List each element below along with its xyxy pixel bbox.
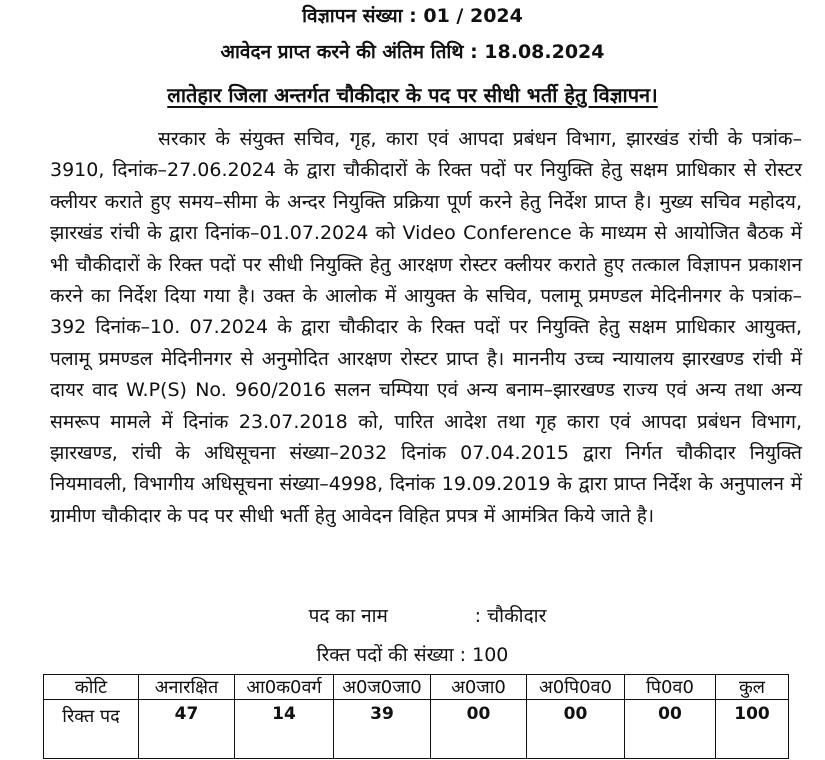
vacancy-count: रिक्त पदों की संख्या : 100: [316, 644, 509, 666]
headline-text: लातेहार जिला अन्तर्गत चौकीदार के पद पर सीधी भर्ती हेतु विज्ञापन।: [167, 83, 658, 107]
header-ews: आ0क0वर्ग: [235, 675, 334, 700]
advertisement-number: विज्ञापन संख्या : 01 / 2024: [302, 5, 523, 27]
cell-ews: 14: [235, 700, 334, 759]
last-date: आवेदन प्राप्त करने की अंतिम तिथि : 18.08.2024: [220, 41, 605, 63]
header-st: अ0ज0जा0: [334, 675, 431, 700]
table-header-row: [44, 675, 789, 700]
post-name-value: : चौकीदार: [474, 605, 547, 627]
cell-ebc: 00: [527, 700, 625, 759]
header-sc: अ0जा0: [431, 675, 527, 700]
body-paragraph: सरकार के संयुक्त सचिव, गृह, कारा एवं आपदा प्रबंधन विभाग, झारखंड रांची के पत्रांक–3910, दिनांक–27.06.2024 के द्वारा चौकीदारों के रिक्त पदों पर नियुक्ति हेतु सक्षम प्राधिकार से रोस्टर क्लीयर कराते हुए समय–सीमा के अन्दर नियुक्ति प्रक्रिया पूर्ण करने हेतु निर्देश प्राप्त है। मुख्य सचिव महोदय, झारखंड रांची के द्वारा दिनांक–01.07.2024 को Video Conference के माध्यम से आयोजित बैठक में भी चौकीदारों के रिक्त पदों पर सीधी नियुक्ति हेतु आरक्षण रोस्टर क्लीयर कराते हुए तत्काल विज्ञापन प्रकाशन करने का निर्देश दिया गया है। उक्त के आलोक में आयुक्त के सचिव, पलामू प्रमण्डल मेदिनीनगर के पत्रांक–392 दिनांक–10. 07.2024 के द्वारा चौकीदार के रिक्त पदों पर नियुक्ति हेतु सक्षम प्राधिकार आयुक्त, पलामू प्रमण्डल मेदिनीनगर से अनुमोदित आरक्षण रोस्टर प्राप्त है। माननीय उच्च न्यायालय झारखण्ड रांची में दायर वाद W.P(S) No. 960/2016 सलन चम्पिया एवं अन्य बनाम–झारखण्ड राज्य एवं अन्य तथा अन्य समरूप मामले में दिनांक 23.07.2018 को, पारित आदेश तथा गृह कारा एवं आपदा प्रबंधन विभाग, झारखण्ड, रांची के अधिसूचना संख्या–2032 दिनांक 07.04.2015 द्वारा निर्गत चौकीदार नियुक्ति नियमावली, विभागीय अधिसूचना संख्या–4998, दिनांक 19.09.2019 के द्वारा प्राप्त निर्देश के अनुपालन में ग्रामीण चौकीदार के पद पर सीधी भर्ती हेतु आवेदन विहित प्रपत्र में आमंत्रित किये जाते है।: [50, 128, 802, 527]
header-total: कुल: [716, 675, 789, 700]
vacancy-table: [43, 674, 789, 759]
cell-bc: 00: [625, 700, 716, 759]
cell-st: 39: [334, 700, 431, 759]
cell-unreserved: 47: [139, 700, 235, 759]
post-name-line: [0, 602, 825, 628]
cell-total: 100: [716, 700, 789, 759]
header-bc: पि0व0: [625, 675, 716, 700]
headline: [0, 81, 825, 108]
cell-sc: 00: [431, 700, 527, 759]
post-name-label: पद का नाम: [308, 605, 388, 627]
header-ebc: अ0पि0व0: [527, 675, 625, 700]
header-unreserved: अनारक्षित: [139, 675, 235, 700]
table-row: [44, 700, 789, 759]
header-category: कोटि: [44, 675, 139, 700]
cell-category: रिक्त पद: [44, 700, 139, 759]
